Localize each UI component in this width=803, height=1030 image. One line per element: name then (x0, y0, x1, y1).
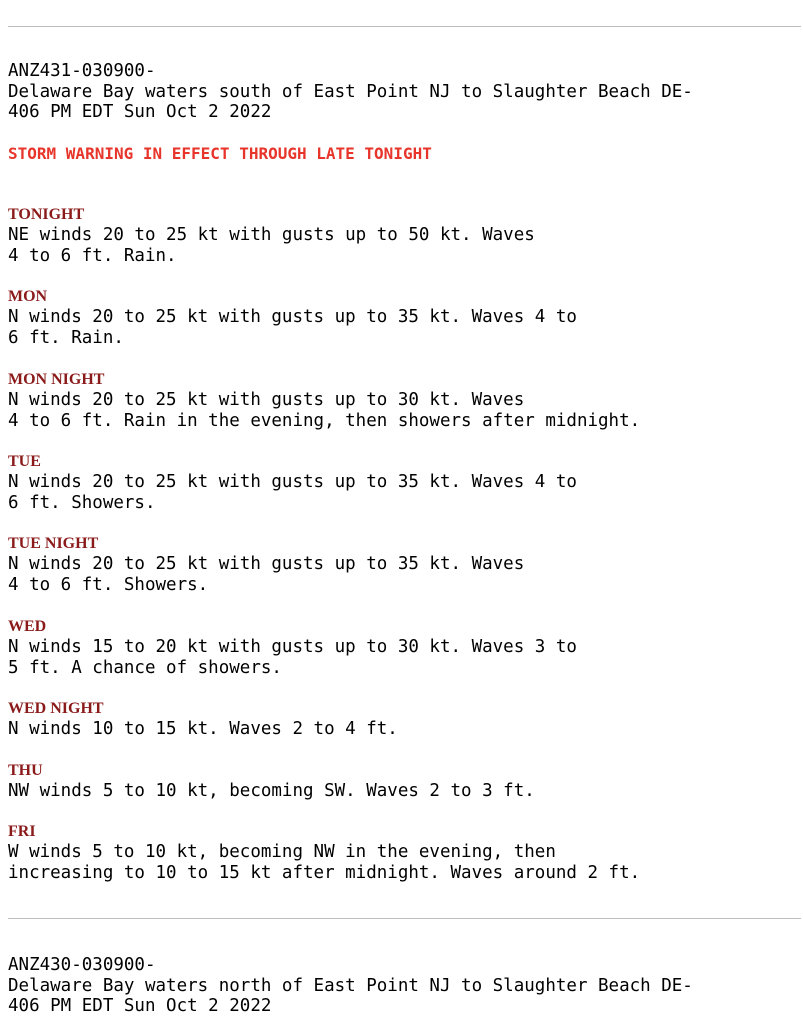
period-text-line: 4 to 6 ft. Showers. (8, 574, 209, 595)
period-text-line: increasing to 10 to 15 kt after midnight. Waves around 2 ft. (8, 862, 641, 883)
forecast-period (8, 700, 798, 740)
period-name: THU (8, 762, 43, 779)
period-text-line: 5 ft. A chance of showers. (8, 657, 282, 678)
forecast-period (8, 453, 798, 513)
period-text-line: N winds 20 to 25 kt with gusts up to 35 kt. Waves 4 to (8, 472, 577, 492)
period-text-line: N winds 20 to 25 kt with gusts up to 35 kt. Waves (8, 554, 525, 574)
period-text-line: N winds 20 to 25 kt with gusts up to 30 kt. Waves (8, 390, 525, 410)
issued-time: 406 PM EDT Sun Oct 2 2022 (8, 102, 272, 123)
period-name: TUE (8, 453, 41, 470)
period-text-line: W winds 5 to 10 kt, becoming NW in the evening, then (8, 842, 556, 862)
zone-code: ANZ430-030900- (8, 955, 156, 975)
period-text-line: 4 to 6 ft. Rain. (8, 245, 177, 266)
period-name: FRI (8, 823, 36, 840)
period-name: WED (8, 618, 47, 635)
forecast-period (8, 371, 798, 431)
period-text-line: N winds 10 to 15 kt. Waves 2 to 4 ft. (8, 719, 398, 739)
issued-time: 406 PM EDT Sun Oct 2 2022 (8, 996, 272, 1017)
storm-warning-headline: STORM WARNING IN EFFECT THROUGH LATE TONIGHT (8, 144, 432, 163)
period-text-line: N winds 20 to 25 kt with gusts up to 35 kt. Waves 4 to (8, 307, 577, 327)
period-text-line: NW winds 5 to 10 kt, becoming SW. Waves 2 to 3 ft. (8, 781, 535, 801)
forecast-period (8, 535, 798, 595)
period-text-line: 6 ft. Rain. (8, 327, 124, 348)
period-name: TUE NIGHT (8, 535, 99, 552)
period-name: TONIGHT (8, 206, 85, 223)
zone-header-anz431 (8, 61, 798, 123)
period-name: WED NIGHT (8, 700, 104, 717)
period-text-line: 6 ft. Showers. (8, 492, 156, 513)
forecast-period (8, 206, 798, 266)
period-text-line: NE winds 20 to 25 kt with gusts up to 50 kt. Waves (8, 225, 535, 245)
period-name: MON (8, 288, 48, 305)
zone-divider (8, 918, 801, 919)
forecast-period (8, 823, 798, 883)
zone-header-anz430 (8, 955, 798, 1017)
top-divider (8, 26, 801, 27)
forecast-period (8, 618, 798, 678)
forecast-period (8, 762, 798, 802)
forecast-period (8, 288, 798, 348)
zone-code: ANZ431-030900- (8, 61, 156, 81)
period-text-line: N winds 15 to 20 kt with gusts up to 30 kt. Waves 3 to (8, 637, 577, 657)
period-name: MON NIGHT (8, 371, 105, 388)
period-text-line: 4 to 6 ft. Rain in the evening, then showers after midnight. (8, 410, 641, 431)
zone-name: Delaware Bay waters south of East Point NJ to Slaughter Beach DE- (8, 81, 693, 102)
zone-name: Delaware Bay waters north of East Point NJ to Slaughter Beach DE- (8, 975, 693, 996)
